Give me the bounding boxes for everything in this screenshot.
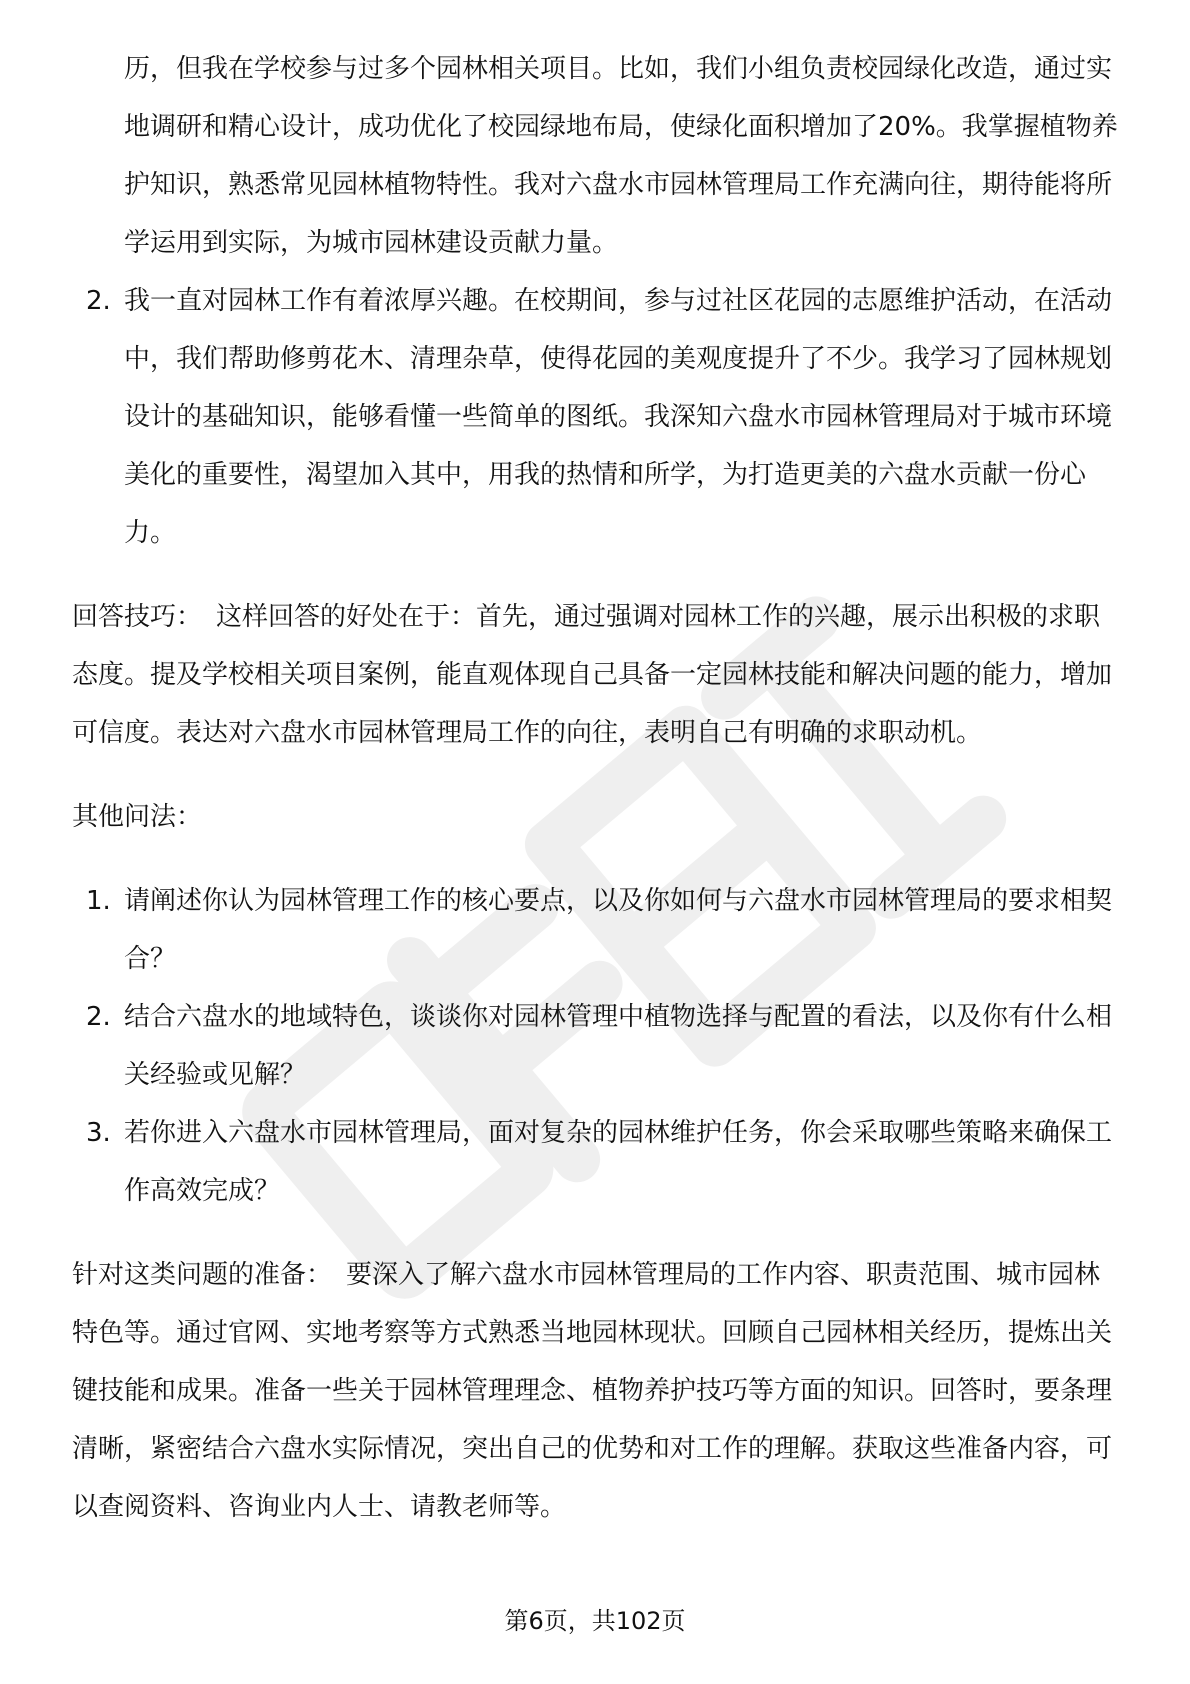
list-item-text: 若你进入六盘水市园林管理局，面对复杂的园林维护任务，你会采取哪些策略来确保工作高效完成？ (124, 1118, 1113, 1206)
list-number: 2. (86, 286, 111, 316)
answer-item-1-continuation: 历，但我在学校参与过多个园林相关项目。比如，我们小组负责校园绿化改造，通过实地调研和精心设计，成功优化了校园绿地布局，使绿化面积增加了20%。我掌握植物养护知识，熟悉常见园林植物特性。我对六盘水市园林管理局工作充满向往，期待能将所学运用到实际，为城市园林建设贡献力量。 (124, 54, 1118, 258)
list-item-text: 结合六盘水的地域特色，谈谈你对园林管理中植物选择与配置的看法，以及你有什么相关经验或见解？ (124, 1002, 1113, 1090)
other-questions-list (72, 872, 1122, 1220)
answer-list (72, 272, 1122, 562)
list-item (72, 1104, 1122, 1220)
list-number: 3. (86, 1118, 111, 1148)
preparation-label: 针对这类问题的准备： (72, 1260, 333, 1290)
preparation-paragraph (72, 1246, 1122, 1536)
answer-tips-paragraph (72, 588, 1122, 762)
other-questions-heading: 其他问法： (72, 802, 203, 832)
list-number: 1. (86, 886, 111, 916)
list-item (72, 988, 1122, 1104)
list-item (72, 872, 1122, 988)
document-body (72, 40, 1122, 1536)
list-item-text: 我一直对园林工作有着浓厚兴趣。在校期间，参与过社区花园的志愿维护活动，在活动中，我们帮助修剪花木、清理杂草，使得花园的美观度提升了不少。我学习了园林规划设计的基础知识，能够看懂一些简单的图纸。我深知六盘水市园林管理局对于城市环境美化的重要性，渴望加入其中，用我的热情和所学，为打造更美的六盘水贡献一份心力。 (124, 286, 1113, 548)
tips-text: 这样回答的好处在于：首先，通过强调对园林工作的兴趣，展示出积极的求职态度。提及学校相关项目案例，能直观体现自己具备一定园林技能和解决问题的能力，增加可信度。表达对六盘水市园林管理局工作的向往，表明自己有明确的求职动机。 (72, 602, 1113, 748)
page-footer: 第6页，共102页 (504, 1607, 686, 1635)
preparation-text: 要深入了解六盘水市园林管理局的工作内容、职责范围、城市园林特色等。通过官网、实地考察等方式熟悉当地园林现状。回顾自己园林相关经历，提炼出关键技能和成果。准备一些关于园林管理理念、植物养护技巧等方面的知识。回答时，要条理清晰，紧密结合六盘水实际情况，突出自己的优势和对工作的理解。获取这些准备内容，可以查阅资料、咨询业内人士、请教老师等。 (72, 1260, 1113, 1522)
list-item-text: 请阐述你认为园林管理工作的核心要点，以及你如何与六盘水市园林管理局的要求相契合？ (124, 886, 1113, 974)
tips-label: 回答技巧： (72, 602, 203, 632)
answer-item-2 (72, 272, 1122, 562)
list-number: 2. (86, 1002, 111, 1032)
